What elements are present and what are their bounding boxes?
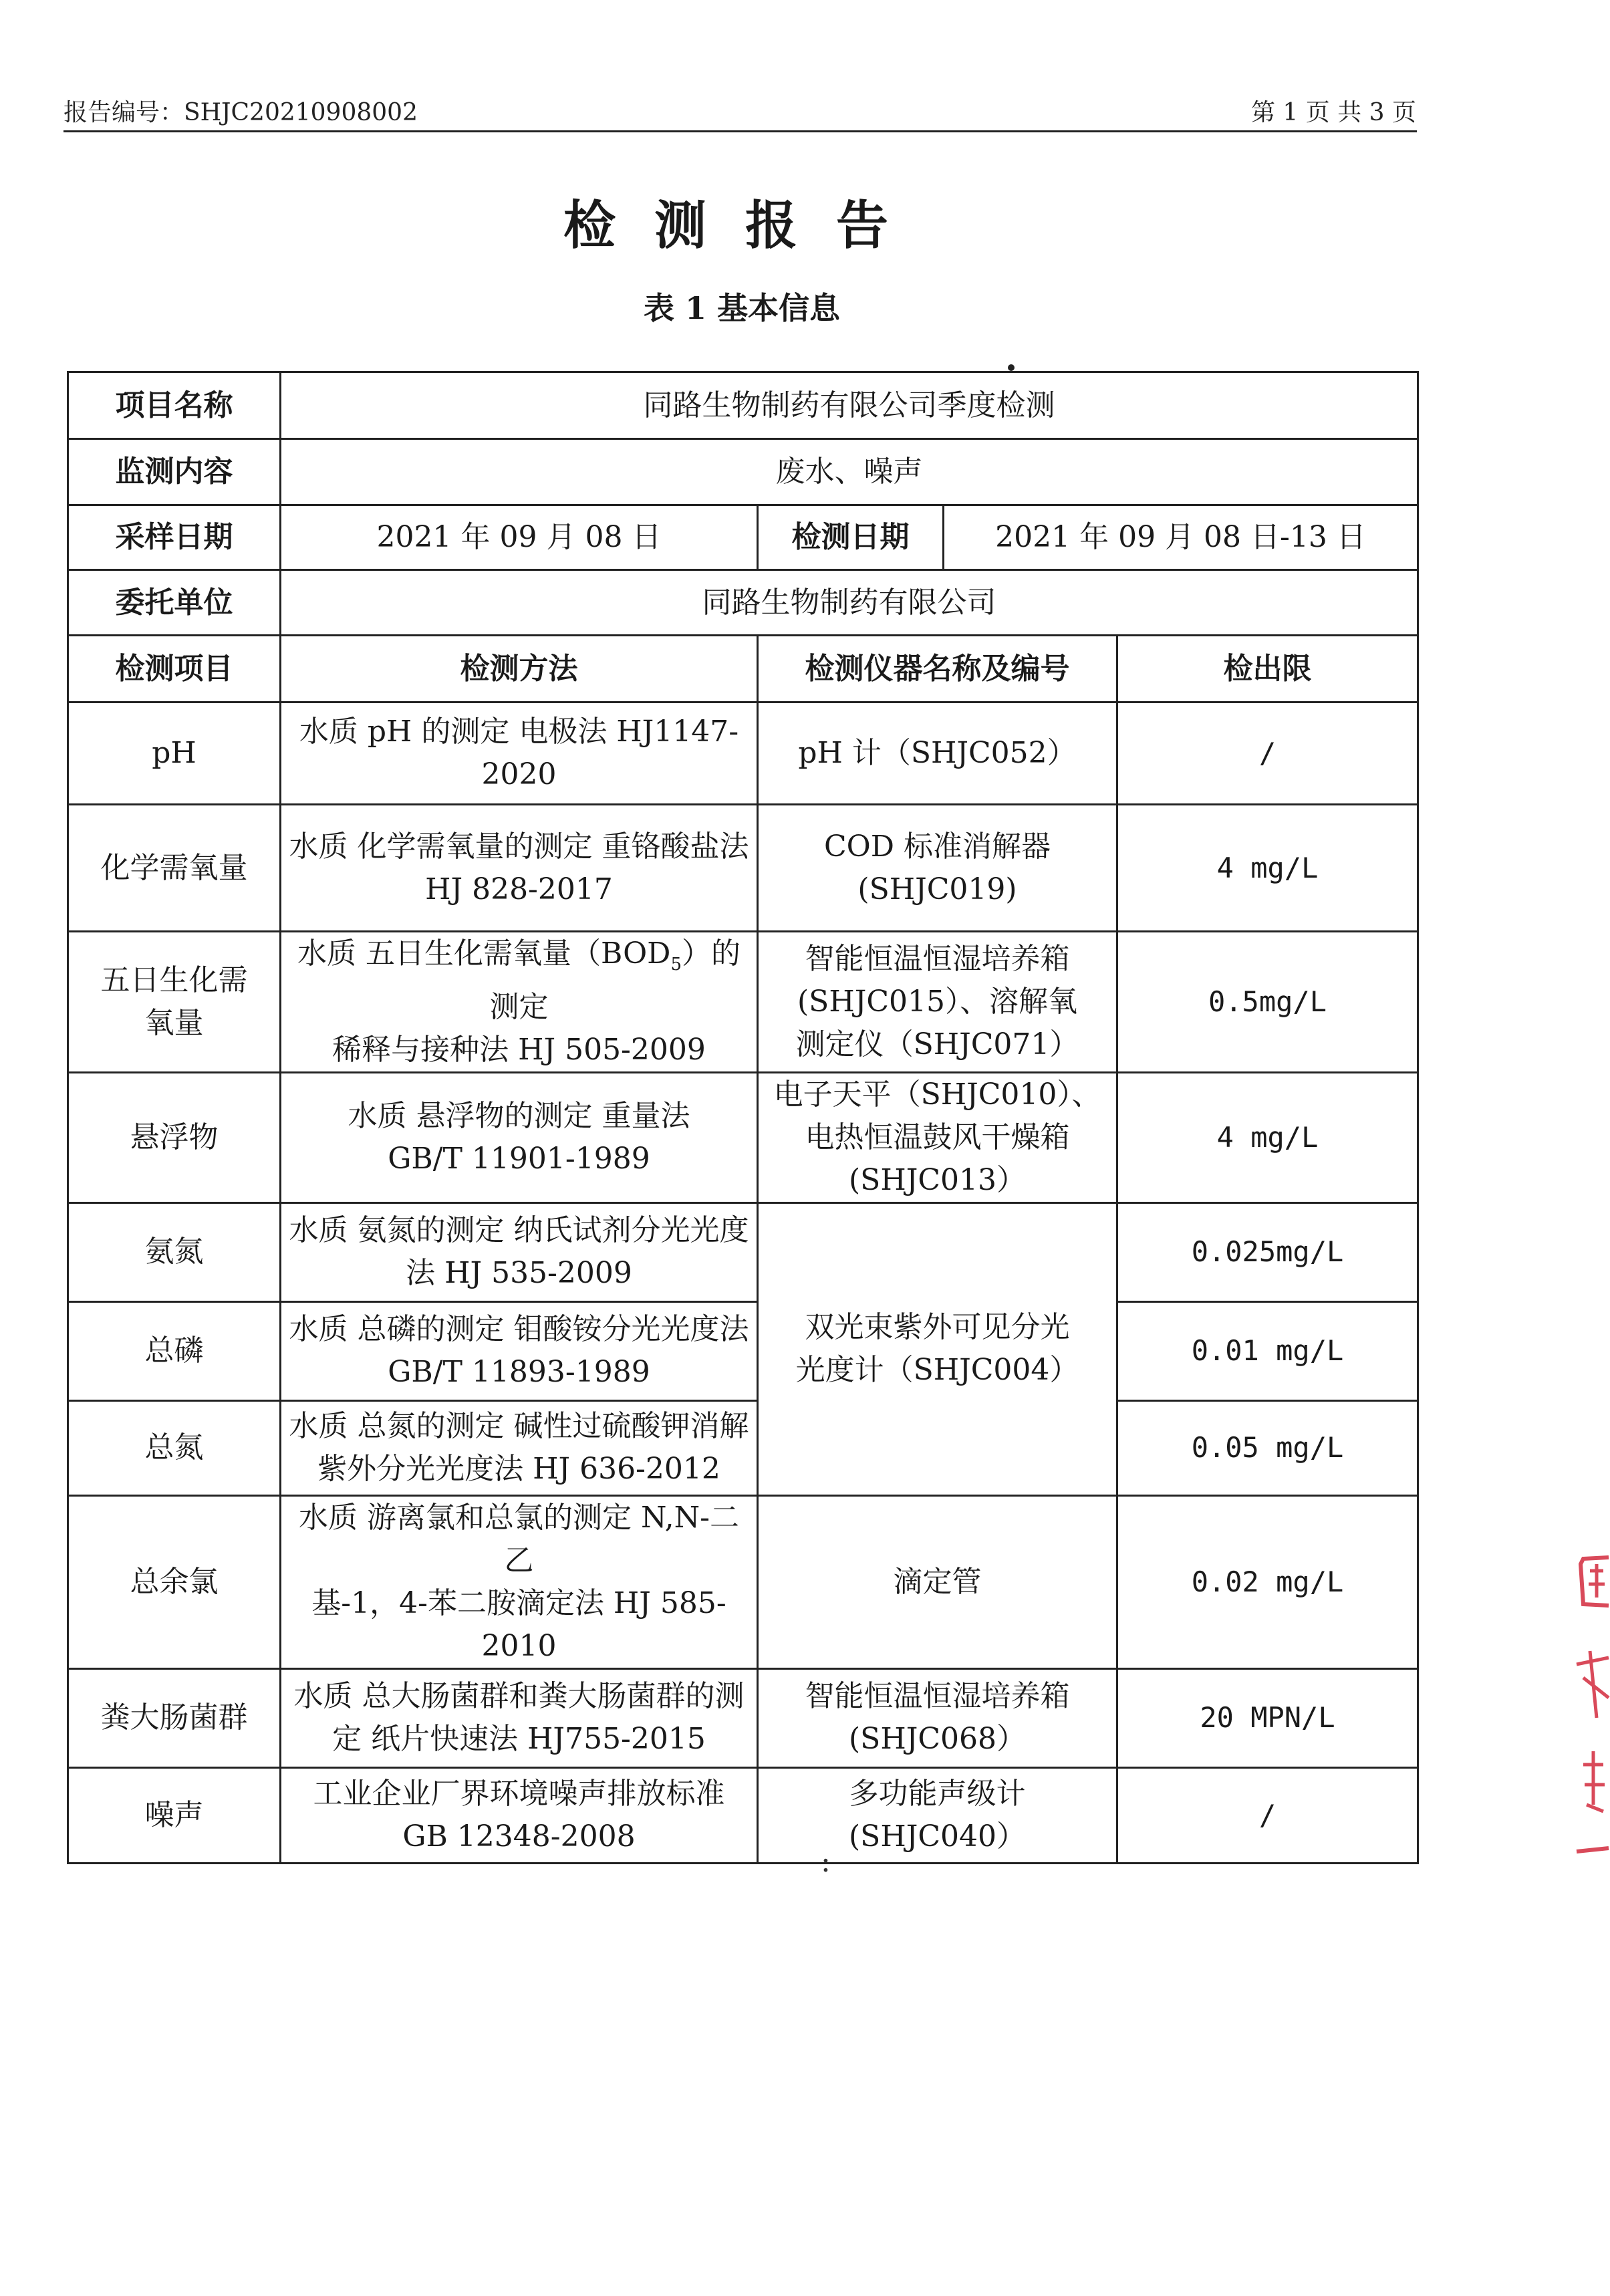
method-line: 法 HJ 535-2009 — [406, 1256, 632, 1291]
item-cell: 总余氯 — [68, 1495, 281, 1668]
table-row — [68, 1495, 1418, 1668]
item-cell: 总氮 — [68, 1400, 281, 1495]
table-row — [68, 1767, 1418, 1863]
subscript: 5 — [670, 954, 682, 975]
limit-cell: 0.01 mg/L — [1117, 1301, 1418, 1400]
method-cell — [281, 1400, 758, 1495]
col-header-item: 检测项目 — [68, 636, 281, 703]
instrument-cell — [758, 932, 1117, 1073]
basic-info-table — [67, 371, 1419, 1864]
method-cell — [281, 932, 758, 1073]
method-cell: 水质 pH 的测定 电极法 HJ1147-2020 — [281, 703, 758, 805]
item-line: 氧量 — [144, 1005, 204, 1040]
method-cell — [281, 1202, 758, 1301]
instrument-line: (SHJC013） — [849, 1162, 1026, 1197]
method-cell — [281, 1767, 758, 1863]
row-content — [68, 439, 1418, 505]
instrument-line: 双光束紫外可见分光 — [805, 1310, 1070, 1345]
method-line: 稀释与接种法 HJ 505-2009 — [332, 1032, 706, 1067]
col-header-instrument: 检测仪器名称及编号 — [758, 636, 1117, 703]
scan-speck — [1008, 364, 1015, 371]
client-label: 委托单位 — [68, 570, 281, 636]
method-line: 紫外分光光度法 HJ 636-2012 — [317, 1452, 720, 1487]
client-value: 同路生物制药有限公司 — [281, 570, 1418, 636]
sample-date-label: 采样日期 — [68, 505, 281, 570]
col-header-limit: 检出限 — [1117, 636, 1418, 703]
method-line: 水质 悬浮物的测定 重量法 — [348, 1098, 690, 1133]
instrument-line: 测定仪（SHJC071） — [795, 1027, 1079, 1061]
limit-cell: / — [1117, 703, 1418, 805]
instrument-cell — [758, 805, 1117, 932]
page-indicator: 第 1 页 共 3 页 — [1250, 99, 1416, 126]
monitor-content-label: 监测内容 — [68, 439, 281, 505]
row-project — [68, 372, 1418, 439]
col-header-method: 检测方法 — [281, 636, 758, 703]
method-text: 水质 五日生化需氧量（BOD — [297, 936, 671, 971]
instrument-line: (SHJC015）、溶解氧 — [797, 984, 1077, 1019]
limit-cell: 0.05 mg/L — [1117, 1400, 1418, 1495]
test-date-label: 检测日期 — [758, 505, 944, 570]
item-cell: 总磷 — [68, 1301, 281, 1400]
instrument-line: 电热恒温鼓风干燥箱 — [805, 1120, 1070, 1154]
limit-cell: 4 mg/L — [1117, 1072, 1418, 1202]
method-text: ）的测定 — [489, 936, 741, 1024]
instrument-line: 多功能声级计 — [849, 1776, 1026, 1811]
method-line: 水质 总氮的测定 碱性过硫酸钾消解 — [289, 1409, 749, 1444]
table-row — [68, 1202, 1418, 1301]
method-line: 基-1，4-苯二胺滴定法 HJ 585-2010 — [311, 1585, 726, 1663]
table-row — [68, 1301, 1418, 1400]
method-line: GB 12348-2008 — [402, 1819, 636, 1854]
instrument-cell: 滴定管 — [758, 1495, 1117, 1668]
instrument-line: (SHJC040） — [849, 1819, 1026, 1854]
limit-cell: 20 MPN/L — [1117, 1668, 1418, 1767]
instrument-cell — [758, 1767, 1117, 1863]
report-title: 检测报告 — [563, 195, 927, 256]
table-row — [68, 703, 1418, 805]
table-row — [68, 1668, 1418, 1767]
method-line: 水质 化学需氧量的测定 重铬酸盐法 — [289, 829, 749, 864]
instrument-line: COD 标准消解器 — [823, 829, 1051, 864]
method-line: GB/T 11901-1989 — [388, 1141, 650, 1176]
instrument-cell — [758, 1668, 1117, 1767]
table-row — [68, 805, 1418, 932]
item-line: 五日生化需 — [100, 963, 248, 997]
method-line: HJ 828-2017 — [425, 872, 613, 906]
column-header-row — [68, 636, 1418, 703]
table-row — [68, 1400, 1418, 1495]
row-dates — [68, 505, 1418, 570]
item-cell: pH — [68, 703, 281, 805]
method-line: 定 纸片快速法 HJ755-2015 — [332, 1722, 706, 1757]
method-line — [288, 932, 750, 1029]
instrument-line: 光度计（SHJC004） — [795, 1353, 1079, 1388]
method-cell — [281, 1668, 758, 1767]
table-row — [68, 932, 1418, 1073]
method-line: 水质 总磷的测定 钼酸铵分光光度法 — [289, 1312, 749, 1347]
shared-instrument-cell — [758, 1202, 1117, 1495]
instrument-cell: pH 计（SHJC052） — [758, 703, 1117, 805]
item-cell: 化学需氧量 — [68, 805, 281, 932]
method-cell — [281, 805, 758, 932]
method-line: 水质 氨氮的测定 纳氏试剂分光光度 — [289, 1213, 749, 1248]
method-line: 水质 游离氯和总氯的测定 N,N-二乙 — [298, 1500, 739, 1577]
item-cell: 噪声 — [68, 1767, 281, 1863]
footer-mark: : — [821, 1845, 831, 1879]
project-name-label: 项目名称 — [68, 372, 281, 439]
sample-date-value: 2021 年 09 月 08 日 — [281, 505, 758, 570]
row-client — [68, 570, 1418, 636]
project-name-value: 同路生物制药有限公司季度检测 — [281, 372, 1418, 439]
header-divider — [63, 130, 1417, 132]
limit-cell: 0.025mg/L — [1117, 1202, 1418, 1301]
seal-stamp-fragment — [1557, 1544, 1610, 1865]
method-line: GB/T 11893-1989 — [388, 1355, 650, 1390]
method-line: 水质 总大肠菌群和粪大肠菌群的测 — [293, 1679, 745, 1714]
limit-cell: 0.5mg/L — [1117, 932, 1418, 1073]
instrument-line: 智能恒温恒湿培养箱 — [805, 941, 1070, 976]
method-line: 工业企业厂界环境噪声排放标准 — [313, 1776, 725, 1811]
test-date-value: 2021 年 09 月 08 日-13 日 — [944, 505, 1418, 570]
instrument-line: 电子天平（SHJC010）、 — [773, 1077, 1101, 1112]
report-number: 报告编号：SHJC20210908002 — [63, 99, 418, 126]
limit-cell: 0.02 mg/L — [1117, 1495, 1418, 1668]
item-cell — [68, 932, 281, 1073]
instrument-cell — [758, 1072, 1117, 1202]
method-cell — [281, 1301, 758, 1400]
limit-cell: 4 mg/L — [1117, 805, 1418, 932]
method-cell — [281, 1072, 758, 1202]
table-row — [68, 1072, 1418, 1202]
method-cell — [281, 1495, 758, 1668]
table-caption: 表 1 基本信息 — [643, 290, 841, 326]
monitor-content-value: 废水、噪声 — [281, 439, 1418, 505]
item-cell: 氨氮 — [68, 1202, 281, 1301]
limit-cell: / — [1117, 1767, 1418, 1863]
item-cell: 粪大肠菌群 — [68, 1668, 281, 1767]
item-cell: 悬浮物 — [68, 1072, 281, 1202]
instrument-line: (SHJC068） — [849, 1722, 1026, 1757]
instrument-line: (SHJC019) — [857, 872, 1017, 906]
instrument-line: 智能恒温恒湿培养箱 — [805, 1679, 1070, 1714]
